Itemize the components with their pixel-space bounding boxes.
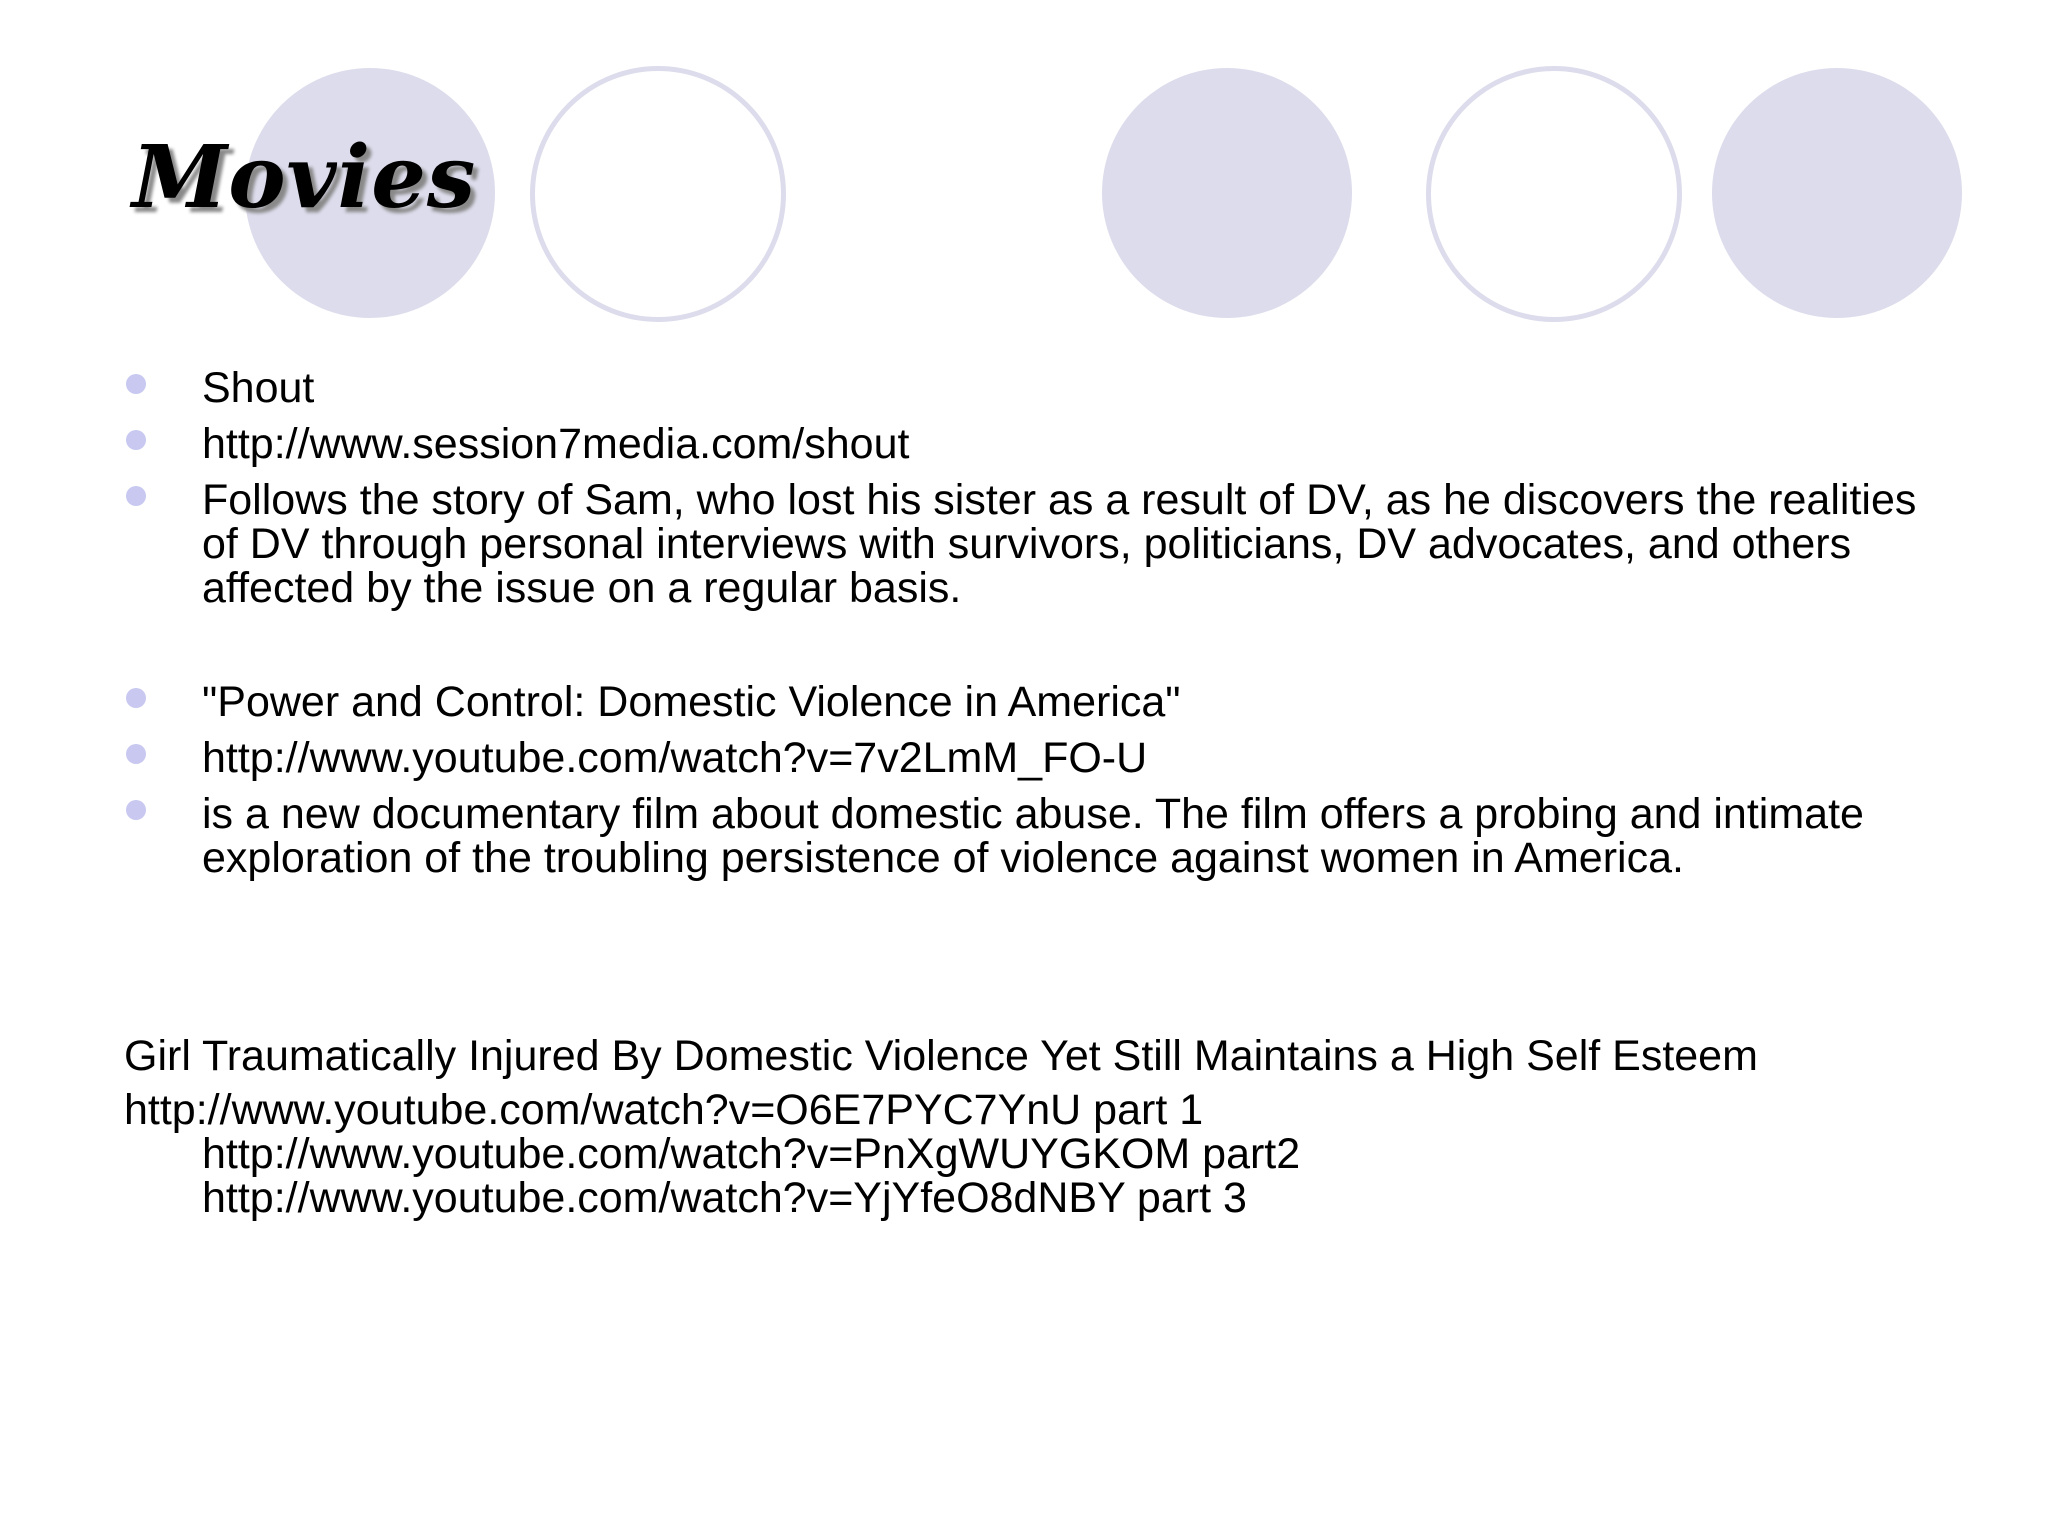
bullet-dot-icon [126, 800, 146, 820]
paragraph-heading: Girl Traumatically Injured By Domestic Violence Yet Still Maintains a High Self Esteem [124, 1032, 1758, 1080]
bullet-item [0, 680, 2048, 724]
bullet-dot-icon [126, 374, 146, 394]
bullet-item [0, 792, 2048, 880]
bullet-list-power-and-control [0, 680, 2048, 892]
bullet-item [0, 422, 2048, 466]
bullet-link-text[interactable]: http://www.session7media.com/shout [202, 420, 910, 468]
decorative-circle-ring [1426, 66, 1682, 322]
bullet-text: "Power and Control: Domestic Violence in America" [202, 678, 1181, 726]
decorative-circle-filled [1712, 68, 1962, 318]
bullet-text: Shout [202, 364, 315, 412]
video-link-part-2[interactable]: http://www.youtube.com/watch?v=PnXgWUYGKOM part2 [202, 1130, 1301, 1178]
bullet-list-shout [0, 366, 2048, 622]
bullet-item [0, 736, 2048, 780]
video-link-part-1[interactable]: http://www.youtube.com/watch?v=O6E7PYC7YnU part 1 [124, 1086, 1204, 1134]
bullet-text: is a new documentary film about domestic abuse. The film offers a probing and intimate exploration of the troubling persistence of violence against women in America. [202, 790, 1864, 882]
bullet-link-text[interactable]: http://www.youtube.com/watch?v=7v2LmM_FO-U [202, 734, 1148, 782]
plain-paragraph [124, 1034, 1974, 1220]
bullet-item [0, 478, 2048, 610]
bullet-dot-icon [126, 430, 146, 450]
bullet-dot-icon [126, 486, 146, 506]
bullet-dot-icon [126, 744, 146, 764]
video-link-part-3[interactable]: http://www.youtube.com/watch?v=YjYfeO8dNBY part 3 [202, 1174, 1247, 1222]
decorative-circle-filled [1102, 68, 1352, 318]
bullet-dot-icon [126, 688, 146, 708]
bullet-item [0, 366, 2048, 410]
bullet-text: Follows the story of Sam, who lost his sister as a result of DV, as he discovers the realities of DV through personal interviews with survivors, politicians, DV advocates, and others affected by the issue on a regular basis. [202, 476, 1917, 612]
slide-title: Movies [132, 127, 477, 228]
decorative-circle-ring [530, 66, 786, 322]
